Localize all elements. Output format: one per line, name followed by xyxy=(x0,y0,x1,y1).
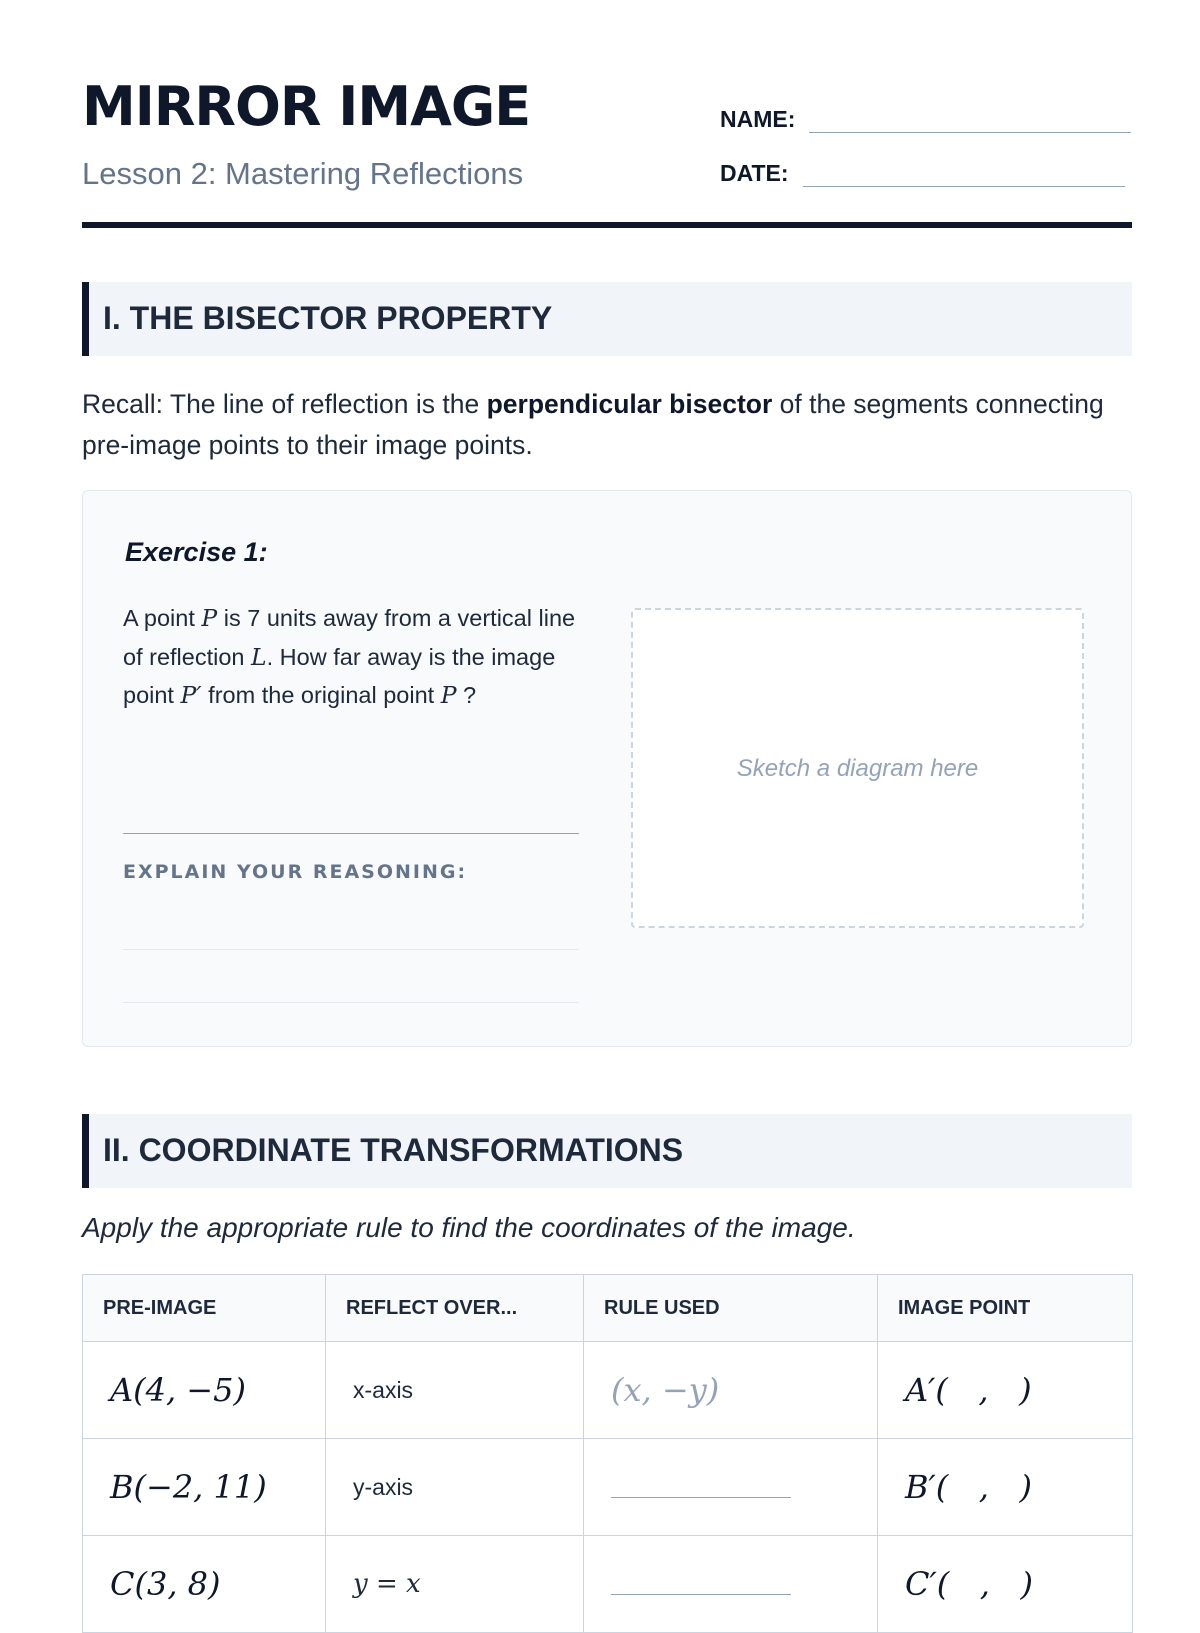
date-field xyxy=(720,160,1125,187)
pre-image-value: C(3, 8) xyxy=(110,1565,221,1603)
exercise-1-question xyxy=(123,599,578,715)
transformations-table-wrapper xyxy=(82,1274,1132,1633)
date-label: DATE: xyxy=(720,160,789,186)
pre-image-value: B(−2, 11) xyxy=(110,1468,267,1506)
exercise-1-title: Exercise 1: xyxy=(125,537,268,567)
question-text: ? xyxy=(456,682,477,708)
table-row xyxy=(83,1439,1133,1536)
pre-image-cell xyxy=(83,1536,326,1633)
date-input-line[interactable] xyxy=(803,160,1125,187)
rule-blank-line[interactable] xyxy=(611,1479,791,1498)
worksheet-header xyxy=(82,0,1132,232)
rule-used-cell[interactable] xyxy=(584,1439,878,1536)
name-input-line[interactable] xyxy=(809,106,1131,133)
question-text: is 7 units away from a vertical line of reflection xyxy=(123,605,576,670)
lesson-subtitle: Lesson 2: Mastering Reflections xyxy=(82,156,524,191)
worksheet-page xyxy=(82,0,1132,1603)
exercise-1-card xyxy=(82,490,1132,1047)
section-2-title: II. COORDINATE TRANSFORMATIONS xyxy=(103,1132,684,1168)
question-text: . How far away is the image point xyxy=(123,643,556,708)
image-point-cell[interactable] xyxy=(878,1342,1133,1439)
question-text: from the original point xyxy=(201,682,441,708)
answer-line[interactable] xyxy=(123,833,579,834)
reasoning-line-2[interactable] xyxy=(123,1002,579,1003)
table-row xyxy=(83,1536,1133,1633)
sketch-area[interactable] xyxy=(631,608,1084,928)
rule-used-cell xyxy=(584,1342,878,1439)
pre-image-value: A(4, −5) xyxy=(110,1371,246,1409)
transformations-table xyxy=(82,1274,1133,1633)
math-var-p-prime: P′ xyxy=(180,681,202,709)
rule-blank-line[interactable] xyxy=(611,1576,791,1595)
question-text: A point xyxy=(123,605,202,631)
image-point-cell[interactable] xyxy=(878,1439,1133,1536)
table-header-row xyxy=(83,1275,1133,1342)
section-2-banner xyxy=(82,1114,1132,1188)
reasoning-line-1[interactable] xyxy=(123,949,579,950)
math-var-p: P xyxy=(440,681,457,709)
image-point-value: C′( , ) xyxy=(905,1565,1033,1603)
rule-used-cell[interactable] xyxy=(584,1536,878,1633)
image-point-cell[interactable] xyxy=(878,1536,1133,1633)
recall-text-end: of the segments connecting pre-image points to their image points. xyxy=(82,389,1104,460)
recall-text-start: Recall: The line of reflection is the xyxy=(82,389,487,419)
worksheet-title: MIRROR IMAGE xyxy=(82,75,531,138)
table-row xyxy=(83,1342,1133,1439)
recall-paragraph xyxy=(82,384,1132,466)
column-header-pre-image: PRE-IMAGE xyxy=(83,1275,326,1342)
column-header-reflect-over: REFLECT OVER... xyxy=(326,1275,584,1342)
name-field xyxy=(720,106,1131,133)
image-point-value: B′( , ) xyxy=(905,1468,1032,1506)
section-1-title: I. THE BISECTOR PROPERTY xyxy=(103,300,553,336)
rule-value: (x, −y) xyxy=(611,1371,720,1409)
reflect-over-cell: y = x xyxy=(326,1536,584,1633)
reflect-over-cell: x-axis xyxy=(326,1342,584,1439)
column-header-rule-used: RULE USED xyxy=(584,1275,878,1342)
explain-reasoning-label: EXPLAIN YOUR REASONING: xyxy=(123,861,468,883)
section-2-instructions: Apply the appropriate rule to find the coordinates of the image. xyxy=(82,1212,856,1243)
pre-image-cell xyxy=(83,1342,326,1439)
column-header-image-point: IMAGE POINT xyxy=(878,1275,1133,1342)
reflect-over-cell: y-axis xyxy=(326,1439,584,1536)
recall-bold-term: perpendicular bisector xyxy=(486,389,773,419)
image-point-value: A′( , ) xyxy=(905,1371,1032,1409)
math-var-l: L xyxy=(251,642,267,671)
pre-image-cell xyxy=(83,1439,326,1536)
name-label: NAME: xyxy=(720,106,796,132)
sketch-placeholder: Sketch a diagram here xyxy=(736,755,979,782)
math-var-p: P xyxy=(201,604,218,632)
section-1-banner xyxy=(82,282,1132,356)
header-divider xyxy=(82,222,1132,228)
